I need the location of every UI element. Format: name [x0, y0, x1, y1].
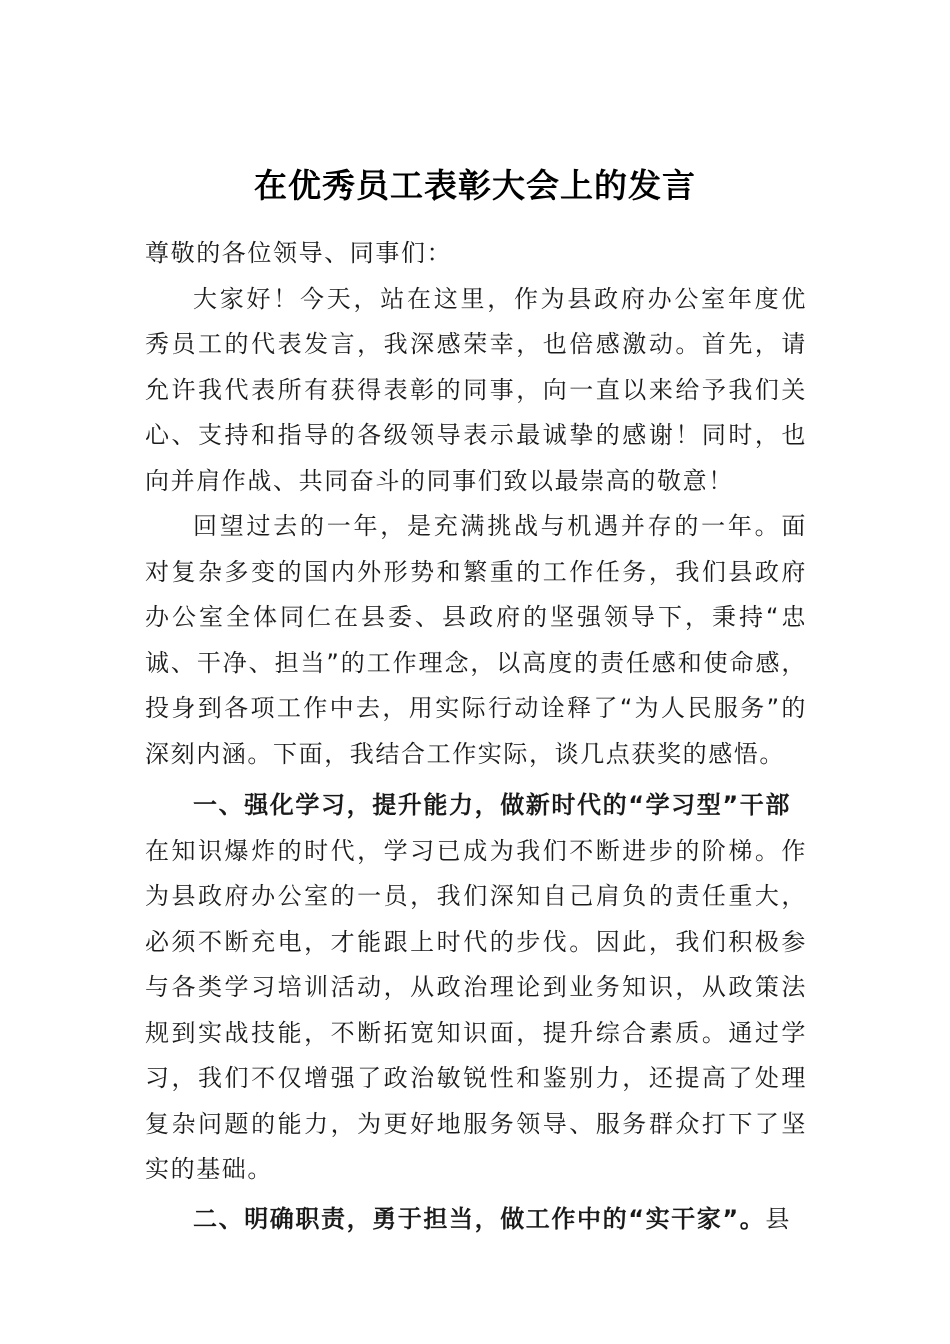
salutation: 尊敬的各位领导、同事们： — [145, 239, 453, 267]
document-title: 在优秀员工表彰大会上的发言 — [254, 166, 696, 205]
document-body — [145, 231, 807, 1242]
section-2-paragraph — [145, 1197, 807, 1243]
section-1-body: 在知识爆炸的时代，学习已成为我们不断进步的阶梯。作为县政府办公室的一员，我们深知自己肩负的责任重大，必须不断充电，才能跟上时代的步伐。因此，我们积极参与各类学习培训活动，从政治理论到业务知识，从政策法规到实战技能，不断拓宽知识面，提升综合素质。通过学习，我们不仅增强了政治敏锐性和鉴别力，还提高了处理复杂问题的能力，为更好地服务领导、服务群众打下了坚实的基础。 — [145, 836, 807, 1183]
section-2-body: 县 — [765, 1204, 791, 1233]
paragraph-greeting: 大家好！今天，站在这里，作为县政府办公室年度优秀员工的代表发言，我深感荣幸，也倍感激动。首先，请允许我代表所有获得表彰的同事，向一直以来给予我们关心、支持和指导的各级领导表示最诚挚的感谢！同时，也向并肩作战、共同奋斗的同事们致以最崇高的敬意！ — [145, 284, 807, 495]
paragraph-review: 回望过去的一年，是充满挑战与机遇并存的一年。面对复杂多变的国内外形势和繁重的工作任务，我们县政府办公室全体同仁在县委、县政府的坚强领导下，秉持“忠诚、干净、担当”的工作理念，以高度的责任感和使命感，投身到各项工作中去，用实际行动诠释了“为人民服务”的深刻内涵。下面，我结合工作实际，谈几点获奖的感悟。 — [145, 512, 807, 768]
section-2-heading: 二、明确职责，勇于担当，做工作中的“实干家”。 — [193, 1204, 766, 1233]
section-1-heading: 一、强化学习，提升能力，做新时代的“学习型”干部 — [193, 791, 791, 819]
